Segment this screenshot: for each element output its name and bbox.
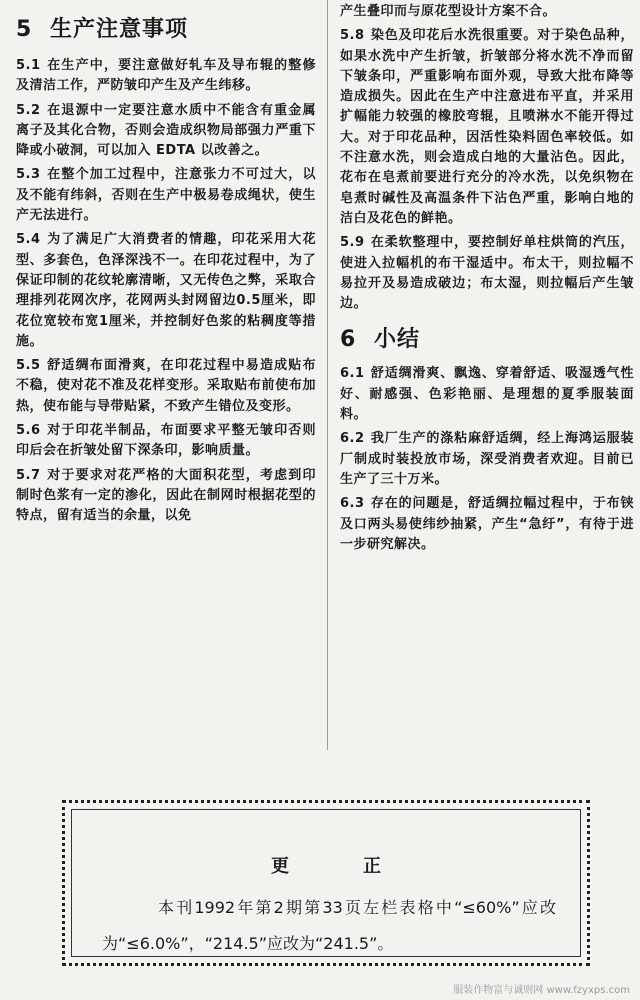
item-label: 5.7: [16, 467, 41, 483]
correction-frame: [71, 809, 581, 957]
section-5-number: 5: [16, 17, 33, 42]
item-text: 在整个加工过程中，注意张力不可过大，以及不能有纬斜，否则在生产中极易卷成绳状，使生产无法进行。: [16, 167, 316, 224]
item-label: 5.1: [16, 58, 41, 73]
item-text: 在生产中，要注意做好轧车及导布辊的整修及清洁工作，严防皱印产生及产生纬移。: [16, 58, 316, 94]
paragraph-5-4: [16, 230, 316, 352]
section-6-heading: [340, 324, 634, 356]
item-label: 5.8: [340, 28, 365, 44]
correction-title: 更正: [271, 856, 455, 877]
item-text: 我厂生产的涤粘麻舒适绸，经上海鸿运服装厂制成时装投放市场，深受消费者欢迎。目前已生产了三十万米。: [340, 431, 634, 487]
item-label: 6.3: [340, 496, 365, 512]
paragraph-5-6: [16, 421, 316, 462]
item-text: 在退源中一定要注意水质中不能含有重金属离子及其化合物，否则会造成织物局部强力严重下降或小破洞，可以加入 EDTA 以改善之。: [16, 102, 316, 159]
paragraph-6-3: [340, 494, 634, 555]
paragraph-5-5: [16, 356, 316, 417]
item-text: 为了满足广大消费者的情趣，印花采用大花型、多套色，色泽深浅不一。在印花过程中，为了保证印制的花纹轮廓清晰，又无传色之弊，采取合理排列花网次序，花网两头封网留边0.5厘米，即花位宽较布宽1厘米，并控制好色浆的粘稠度等措施。: [16, 232, 316, 349]
paragraph-6-1: [340, 364, 634, 425]
item-label: 6.2: [340, 431, 365, 447]
item-label: 5.9: [340, 235, 365, 251]
item-text: 舒适绸布面滑爽，在印花过程中易造成贴布不稳，使对花不准及花样变形。采取贴布前使布加热，使布能与导带贴紧，不致产生错位及变形。: [16, 358, 316, 414]
section-6-number: 6: [340, 327, 357, 353]
paragraph-5-2: [16, 101, 316, 162]
paragraph-5-8: [340, 26, 634, 229]
item-label: 5.5: [16, 358, 41, 374]
paragraph-5-1: [16, 56, 316, 97]
item-label: 5.2: [16, 102, 41, 118]
item-text: 在柔软整理中，要控制好单柱烘筒的汽压，使进入拉幅机的布干湿适中。布太干，则拉幅不易拉开及易造成破边；布太湿，则拉幅后产生皱边。: [340, 235, 634, 312]
item-text: 对于印花半制品，布面要求平整无皱印否则印后会在折皱处留下深条印，影响质量。: [16, 423, 316, 459]
item-label: 5.6: [16, 423, 41, 439]
paragraph-5-7: [16, 466, 316, 527]
item-label: 6.1: [340, 366, 365, 382]
right-column: [340, 0, 634, 559]
item-label: 5.3: [16, 167, 41, 183]
correction-text: 本刊1992年第2期第33页左栏表格中“≤60%”应改为“≤6.0%”，“214.5”应改为“241.5”。: [102, 898, 556, 953]
item-label: 5.4: [16, 232, 41, 248]
paragraph-6-2: [340, 429, 634, 490]
item-text: 舒适绸滑爽、飘逸、穿着舒适、吸湿透气性好、耐感强、色彩艳丽、是理想的夏季服装面料。: [340, 366, 634, 423]
item-text: 染色及印花后水洗很重要。对于染色品种，如果水洗中产生折皱，折皱部分将水洗不净而留下皱条印，严重影响布面外观，导致大批布降等造成损失。因此在生产中注意进布平直，并采用扩幅能力较强的橡胶弯辊，且喷淋水不能开得过大。对于印花品种，因活性染料固色率较低。如不注意水洗，则会造成白地的大量沾色。因此，花布在皂煮前要进行充分的冷水洗，以免织物在皂煮时碱性及高温条件下沾色严重，影响白地的洁白及花色的鲜艳。: [340, 28, 634, 226]
watermark: 服装作物富与诚则网 www.fzyxps.com: [453, 985, 630, 996]
correction-box: [62, 800, 590, 966]
paragraph-5-7-continuation: 产生叠印而与原花型设计方案不合。: [340, 4, 557, 19]
paragraph-5-9: [340, 233, 634, 314]
section-6-title: 小结: [374, 327, 421, 353]
item-text: 对于要求对花严格的大面积花型，考虑到印制时色浆有一定的渗化，因此在制网时根据花型的特点，留有适当的余量，以免: [16, 467, 316, 524]
left-column: [16, 0, 316, 531]
section-5-heading: [16, 14, 316, 46]
column-divider: [327, 0, 328, 750]
section-5-title: 生产注意事项: [50, 17, 189, 42]
item-text: 存在的问题是，舒适绸拉幅过程中，于布铗及口两头易使纬纱抽紧，产生“急纡”，有待于进一步研究解决。: [340, 496, 634, 552]
paragraph-5-3: [16, 165, 316, 226]
